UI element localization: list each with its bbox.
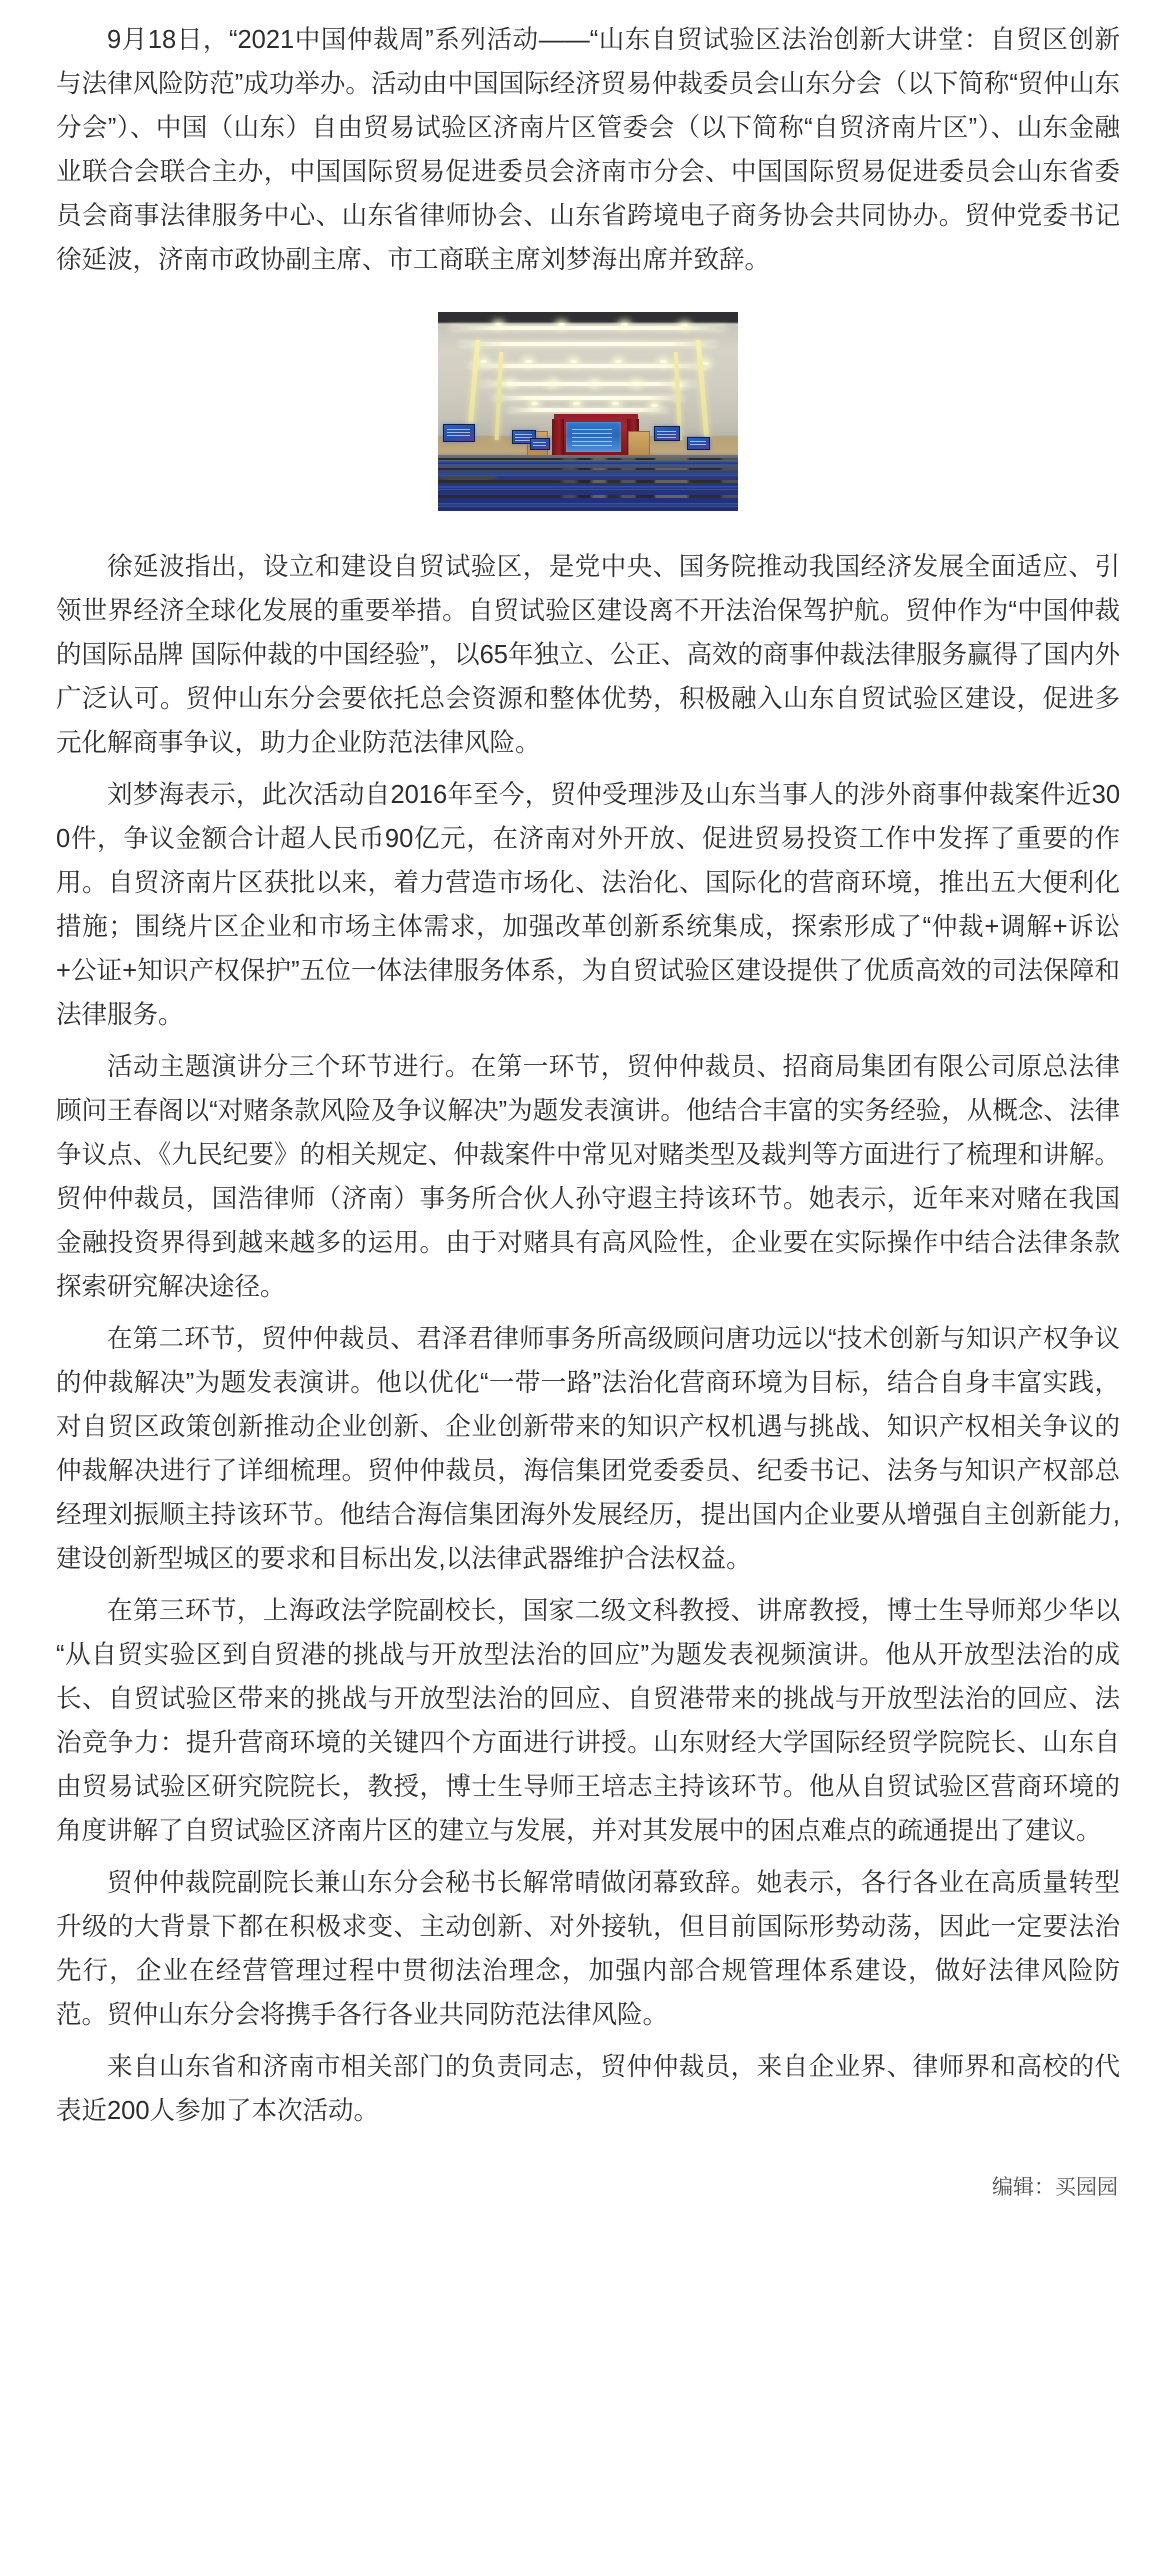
monitor-content	[447, 429, 470, 438]
ceiling-downlight	[495, 323, 502, 326]
ceiling-downlight	[570, 360, 577, 363]
ceiling-downlight	[633, 382, 640, 385]
ceiling-light-strip	[468, 364, 708, 368]
paragraph-8: 来自山东省和济南市相关部门的负责同志，贸仲仲裁员，来自企业界、律师界和高校的代表近200人参加了本次活动。	[56, 2053, 1120, 2125]
ceiling-light-strip	[507, 408, 669, 412]
ceiling-downlight	[702, 362, 709, 365]
ceiling-downlight	[621, 323, 628, 326]
audience-row	[438, 468, 738, 471]
audience-row	[438, 458, 738, 461]
ceiling-downlight	[615, 360, 622, 363]
audience-row	[438, 495, 738, 498]
paragraph-1: 9月18日，“2021中国仲裁周”系列活动——“山东自贸试验区法治创新大讲堂：自贸区创新与法律风险防范”成功举办。活动由中国国际经济贸易仲裁委员会山东分会（以下简称“贸仲山东分会”）、中国（山东）自由贸易试验区济南片区管委会（以下简称“自贸济南片区”）、山东金融业联合会联合主办，中国国际贸易促进委员会济南市分会、中国国际贸易促进委员会山东省委员会商事法律服务中心、山东省律师协会、山东省跨境电子商务协会共同协办。贸仲党委书记徐延波，济南市政协副主席、市工商联主席刘梦海出席并致辞。	[56, 26, 1120, 274]
side-monitor	[654, 426, 680, 441]
audience-seating	[438, 455, 738, 511]
conference-hall-photo	[438, 312, 738, 511]
audience-desk	[438, 461, 738, 465]
ceiling-downlight	[660, 360, 667, 363]
photo-scene	[438, 312, 738, 511]
side-monitor	[443, 424, 475, 442]
paragraph-7: 贸仲仲裁院副院长兼山东分会秘书长解常晴做闭幕致辞。她表示，各行各业在高质量转型升级的大背景下都在积极求变、主动创新、对外接轨，但目前国际形势动荡，因此一定要法治先行，企业在经营管理过程中贯彻法治理念，加强内部合规管理体系建设，做好法律风险防范。贸仲山东分会将携手各行各业共同防范法律风险。	[56, 1869, 1120, 2029]
ceiling-downlight	[573, 402, 580, 405]
paragraph-3: 刘梦海表示，此次活动自2016年至今，贸仲受理涉及山东当事人的涉外商事仲裁案件近300件，争议金额合计超人民币90亿元，在济南对外开放、促进贸易投资工作中发挥了重要的作用。自贸济南片区获批以来，着力营造市场化、法治化、国际化的营商环境，推出五大便利化措施；围绕片区企业和市场主体需求，加强改革创新系统集成，探索形成了“仲裁+调解+诉讼+公证+知识产权保护”五位一体法律服务体系，为自贸试验区建设提供了优质高效的司法保障和法律服务。	[56, 781, 1120, 1029]
ceiling-downlight	[525, 360, 532, 363]
monitor-content	[657, 431, 675, 438]
ceiling-downlight	[591, 382, 598, 385]
audience-desk	[438, 503, 738, 507]
hall-door	[628, 431, 650, 457]
paragraph-5: 在第二环节，贸仲仲裁员、君泽君律师事务所高级顾问唐功远以“技术创新与知识产权争议的仲裁解决”为题发表演讲。他以优化“一带一路”法治化营商环境为目标，结合自身丰富实践，对自贸区政策创新推动企业创新、企业创新带来的知识产权机遇与挑战、知识产权相关争议的仲裁解决进行了详细梳理。贸仲仲裁员，海信集团党委委员、纪委书记、法务与知识产权部总经理刘振顺主持该环节。他结合海信集团海外发展经历，提出国内企业要从增强自主创新能力,建设创新型城区的要求和目标出发,以法律武器维护合法权益。	[56, 1325, 1120, 1573]
audience-row	[438, 480, 738, 483]
ceiling-light-strip	[459, 342, 717, 346]
ceiling-downlight	[612, 402, 619, 405]
slide-text-lines	[572, 429, 612, 447]
ceiling-downlight	[651, 404, 658, 407]
monitor-content	[690, 441, 706, 447]
ceiling-downlight	[549, 382, 556, 385]
audience-desk	[438, 486, 738, 490]
bottom-spacer	[56, 2205, 1120, 2245]
paragraph-4: 活动主题演讲分三个环节进行。在第一环节，贸仲仲裁员、招商局集团有限公司原总法律顾问王春阁以“对赌条款风险及争议解决”为题发表演讲。他结合丰富的实务经验，从概念、法律争议点、《九民纪要》的相关规定、仲裁案件中常见对赌类型及裁判等方面进行了梳理和讲解。贸仲仲裁员，国浩律师（济南）事务所合伙人孙守遐主持该环节。她表示，近年来对赌在我国金融投资界得到越来越多的运用。由于对赌具有高风险性，企业要在实际操作中结合法律条款探索研究解决途径。	[56, 1053, 1120, 1301]
monitor-content	[533, 442, 547, 447]
article-body	[56, 18, 1120, 2245]
wall-light-column	[696, 340, 710, 440]
article-figure-wrapper	[56, 296, 1120, 527]
stage-projection-screen	[566, 422, 622, 452]
ceiling-downlight	[531, 402, 538, 405]
audience-desk	[438, 473, 738, 477]
ceiling-downlight	[507, 382, 514, 385]
ceiling-downlight	[480, 360, 487, 363]
editor-credit: 编辑：买园园	[992, 2176, 1118, 2199]
ceiling-downlight	[558, 323, 565, 326]
paragraph-6: 在第三环节，上海政法学院副校长，国家二级文科教授、讲席教授，博士生导师郑少华以“从自贸实验区到自贸港的挑战与开放型法治的回应”为题发表视频演讲。他从开放型法治的成长、自贸试验区带来的挑战与开放型法治的回应、自贸港带来的挑战与开放型法治的回应、法治竞争力：提升营商环境的关键四个方面进行讲授。山东财经大学国际经贸学院院长、山东自由贸易试验区研究院院长，教授，博士生导师王培志主持该环节。他从自贸试验区营商环境的角度讲解了自贸试验区济南片区的建立与发展，并对其发展中的困点难点的疏通提出了建议。	[56, 1597, 1120, 1845]
ceiling-downlight	[681, 324, 688, 327]
ceiling-light-strip	[492, 396, 684, 400]
side-monitor	[687, 437, 710, 450]
paragraph-2: 徐延波指出，设立和建设自贸试验区，是党中央、国务院推动我国经济发展全面适应、引领世界经济全球化发展的重要举措。自贸试验区建设离不开法治保驾护航。贸仲作为“中国仲裁的国际品牌 国际仲裁的中国经验”，以65年独立、公正、高效的商事仲裁法律服务赢得了国内外广泛认可。贸仲山东分会要依托总会资源和整体优势，积极融入山东自贸试验区建设，促进多元化解商事争议，助力企业防范法律风险。	[56, 553, 1120, 757]
side-monitor	[530, 438, 550, 450]
